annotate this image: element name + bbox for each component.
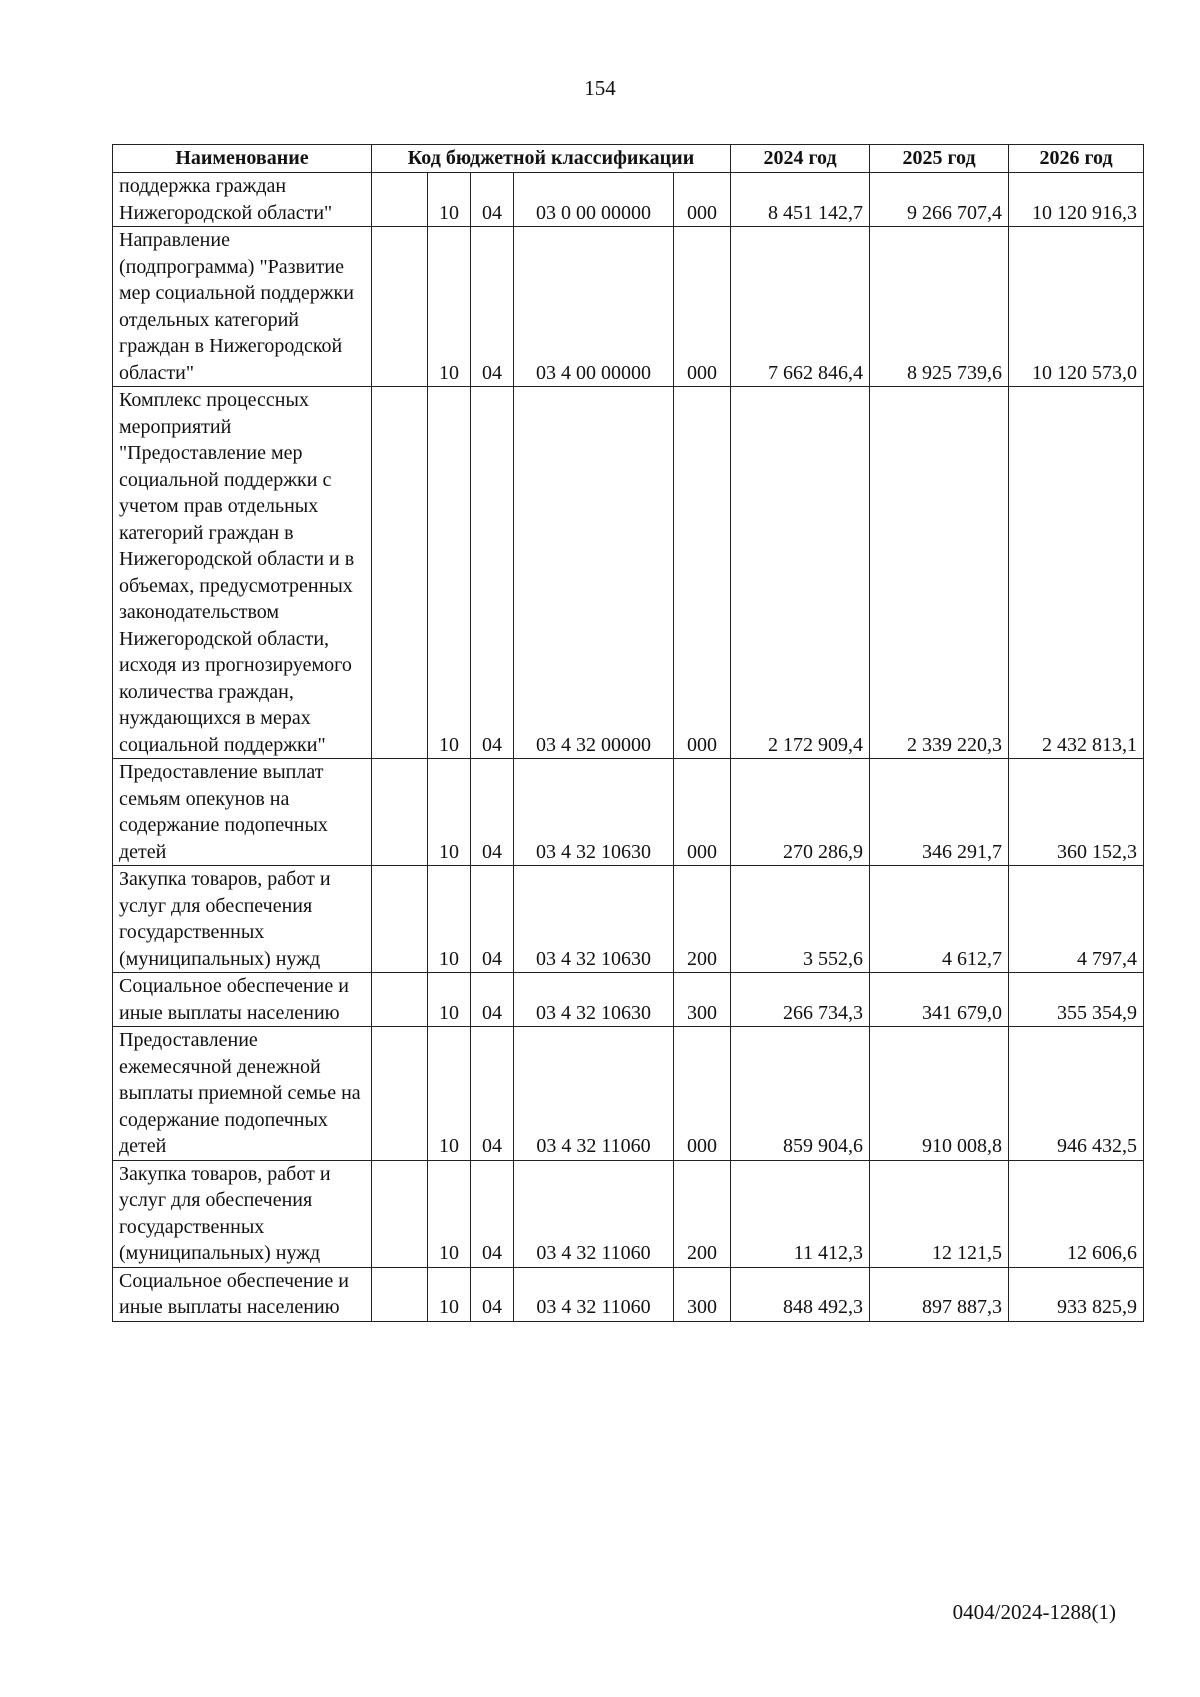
row-2024-cell: 270 286,9 (731, 759, 870, 866)
row-expense-type-cell: 000 (674, 173, 731, 227)
row-subsection-cell: 04 (471, 866, 514, 973)
row-2024-cell: 3 552,6 (731, 866, 870, 973)
row-expense-type-cell: 300 (674, 973, 731, 1027)
table-row (113, 173, 1144, 227)
row-2026-cell: 12 606,6 (1009, 1160, 1144, 1267)
row-2026-cell: 360 152,3 (1009, 759, 1144, 866)
row-2024-cell: 7 662 846,4 (731, 227, 870, 387)
row-2026-cell: 4 797,4 (1009, 866, 1144, 973)
row-expense-type-cell: 300 (674, 1267, 731, 1321)
row-subsection-cell: 04 (471, 1267, 514, 1321)
row-grbs-cell (372, 173, 428, 227)
row-2025-cell: 4 612,7 (870, 866, 1009, 973)
row-grbs-cell (372, 973, 428, 1027)
row-2024-cell: 848 492,3 (731, 1267, 870, 1321)
row-expense-type-cell: 200 (674, 866, 731, 973)
row-target-article-cell: 03 4 32 11060 (514, 1267, 674, 1321)
row-target-article-cell: 03 4 32 10630 (514, 759, 674, 866)
row-2025-cell: 9 266 707,4 (870, 173, 1009, 227)
table-body (113, 173, 1144, 1322)
row-name-cell: Предоставление выплат семьям опекунов на содержание подопечных детей (113, 759, 372, 866)
row-grbs-cell (372, 1027, 428, 1161)
row-expense-type-cell: 000 (674, 387, 731, 759)
row-2026-cell: 355 354,9 (1009, 973, 1144, 1027)
row-2024-cell: 2 172 909,4 (731, 387, 870, 759)
row-section-cell: 10 (428, 387, 471, 759)
row-section-cell: 10 (428, 973, 471, 1027)
row-grbs-cell (372, 759, 428, 866)
row-section-cell: 10 (428, 1267, 471, 1321)
row-2026-cell: 2 432 813,1 (1009, 387, 1144, 759)
table-row (113, 1267, 1144, 1321)
row-2024-cell: 11 412,3 (731, 1160, 870, 1267)
document-id: 0404/2024-1288(1) (952, 1600, 1116, 1624)
row-2026-cell: 933 825,9 (1009, 1267, 1144, 1321)
row-section-cell: 10 (428, 866, 471, 973)
table-row (113, 227, 1144, 387)
row-expense-type-cell: 000 (674, 227, 731, 387)
table-row (113, 387, 1144, 759)
row-expense-type-cell: 000 (674, 1027, 731, 1161)
row-target-article-cell: 03 4 32 11060 (514, 1160, 674, 1267)
row-2025-cell: 2 339 220,3 (870, 387, 1009, 759)
row-2025-cell: 897 887,3 (870, 1267, 1009, 1321)
row-name-cell: Закупка товаров, работ и услуг для обеспечения государственных (муниципальных) нужд (113, 866, 372, 973)
row-2026-cell: 946 432,5 (1009, 1027, 1144, 1161)
row-subsection-cell: 04 (471, 973, 514, 1027)
table-row (113, 759, 1144, 866)
row-subsection-cell: 04 (471, 227, 514, 387)
row-target-article-cell: 03 4 32 10630 (514, 973, 674, 1027)
row-name-cell: поддержка граждан Нижегородской области" (113, 173, 372, 227)
row-name-cell: Социальное обеспечение и иные выплаты населению (113, 1267, 372, 1321)
row-2024-cell: 266 734,3 (731, 973, 870, 1027)
row-section-cell: 10 (428, 1160, 471, 1267)
row-2025-cell: 346 291,7 (870, 759, 1009, 866)
table-header-row (113, 145, 1144, 173)
row-2025-cell: 12 121,5 (870, 1160, 1009, 1267)
row-name-cell: Направление (подпрограмма) "Развитие мер социальной поддержки отдельных категорий граждан в Нижегородской области" (113, 227, 372, 387)
row-grbs-cell (372, 1267, 428, 1321)
row-expense-type-cell: 200 (674, 1160, 731, 1267)
row-expense-type-cell: 000 (674, 759, 731, 866)
row-2025-cell: 341 679,0 (870, 973, 1009, 1027)
row-grbs-cell (372, 866, 428, 973)
header-2026: 2026 год (1009, 145, 1144, 173)
table-row (113, 1160, 1144, 1267)
row-name-cell: Социальное обеспечение и иные выплаты населению (113, 973, 372, 1027)
header-code: Код бюджетной классификации (372, 145, 731, 173)
row-target-article-cell: 03 4 32 10630 (514, 866, 674, 973)
row-section-cell: 10 (428, 227, 471, 387)
row-subsection-cell: 04 (471, 387, 514, 759)
row-name-cell: Комплекс процессных мероприятий "Предоставление мер социальной поддержки с учетом прав отдельных категорий граждан в Нижегородской области и в объемах, предусмотренных законодательством Нижегородской области, исходя из прогнозируемого количества граждан, нуждающихся в мерах социальной поддержки" (113, 387, 372, 759)
header-2025: 2025 год (870, 145, 1009, 173)
row-2024-cell: 859 904,6 (731, 1027, 870, 1161)
row-target-article-cell: 03 0 00 00000 (514, 173, 674, 227)
row-section-cell: 10 (428, 1027, 471, 1161)
header-name: Наименование (113, 145, 372, 173)
row-2025-cell: 8 925 739,6 (870, 227, 1009, 387)
row-2024-cell: 8 451 142,7 (731, 173, 870, 227)
table-row (113, 866, 1144, 973)
row-grbs-cell (372, 387, 428, 759)
row-grbs-cell (372, 1160, 428, 1267)
budget-table (112, 144, 1144, 1322)
row-name-cell: Закупка товаров, работ и услуг для обеспечения государственных (муниципальных) нужд (113, 1160, 372, 1267)
table-row (113, 973, 1144, 1027)
header-2024: 2024 год (731, 145, 870, 173)
row-target-article-cell: 03 4 32 00000 (514, 387, 674, 759)
row-target-article-cell: 03 4 32 11060 (514, 1027, 674, 1161)
row-subsection-cell: 04 (471, 1027, 514, 1161)
row-section-cell: 10 (428, 759, 471, 866)
row-2026-cell: 10 120 573,0 (1009, 227, 1144, 387)
row-section-cell: 10 (428, 173, 471, 227)
row-name-cell: Предоставление ежемесячной денежной выплаты приемной семье на содержание подопечных детей (113, 1027, 372, 1161)
row-grbs-cell (372, 227, 428, 387)
page-number: 154 (584, 76, 616, 100)
row-2025-cell: 910 008,8 (870, 1027, 1009, 1161)
row-2026-cell: 10 120 916,3 (1009, 173, 1144, 227)
row-target-article-cell: 03 4 00 00000 (514, 227, 674, 387)
row-subsection-cell: 04 (471, 1160, 514, 1267)
row-subsection-cell: 04 (471, 759, 514, 866)
table-row (113, 1027, 1144, 1161)
row-subsection-cell: 04 (471, 173, 514, 227)
